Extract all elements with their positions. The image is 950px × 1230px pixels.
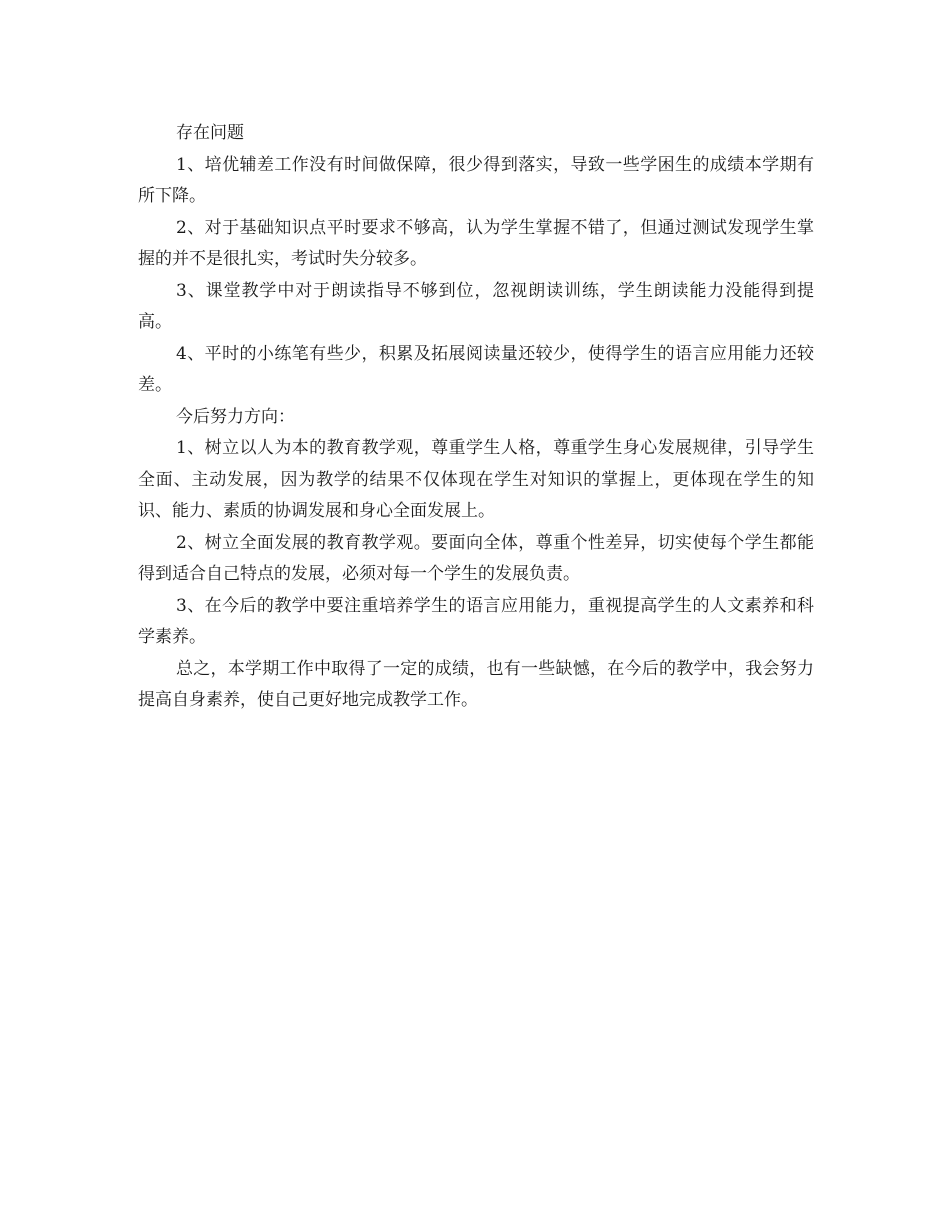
direction-item-1: 1、树立以人为本的教育教学观，尊重学生人格，尊重学生身心发展规律，引导学生全面、主动发展，因为教学的结果不仅体现在学生对知识的掌握上，更体现在学生的知识、能力、素质的协调发展和身心全面发展上。 <box>138 438 814 521</box>
direction-item-3: 3、在今后的教学中要注重培养学生的语言应用能力，重视提高学生的人文素养和科学素养。 <box>138 595 814 647</box>
document-body <box>138 118 814 717</box>
problem-item-2: 2、对于基础知识点平时要求不够高，认为学生掌握不错了，但通过测试发现学生掌握的并不是很扎实，考试时失分较多。 <box>138 217 814 269</box>
problem-item-4: 4、平时的小练笔有些少，积累及拓展阅读量还较少，使得学生的语言应用能力还较差。 <box>138 343 814 395</box>
summary-paragraph: 总之，本学期工作中取得了一定的成绩，也有一些缺憾，在今后的教学中，我会努力提高自身素养，使自己更好地完成教学工作。 <box>138 658 814 710</box>
section-heading-problems: 存在问题 <box>176 123 244 143</box>
direction-item-2: 2、树立全面发展的教育教学观。要面向全体，尊重个性差异，切实使每个学生都能得到适合自己特点的发展，必须对每一个学生的发展负责。 <box>138 532 814 584</box>
section-heading-directions: 今后努力方向： <box>176 406 295 427</box>
problem-item-1: 1、培优辅差工作没有时间做保障，很少得到落实，导致一些学困生的成绩本学期有所下降。 <box>138 154 814 206</box>
problem-item-3: 3、课堂教学中对于朗读指导不够到位，忽视朗读训练，学生朗读能力没能得到提高。 <box>138 280 814 332</box>
